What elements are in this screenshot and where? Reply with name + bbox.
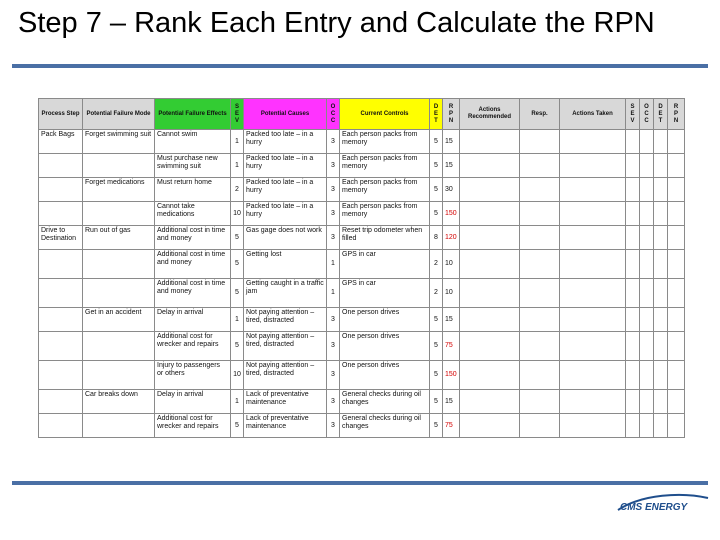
actions-taken-cell [560, 279, 626, 308]
cms-energy-logo [612, 490, 712, 516]
occ-revised-cell [640, 178, 654, 202]
resp-cell [520, 130, 560, 154]
rpn-cell: 120 [443, 226, 460, 250]
det-cell: 5 [430, 154, 443, 178]
rpn-revised-cell [668, 390, 685, 414]
table-row [39, 226, 685, 250]
slide-title: Step 7 – Rank Each Entry and Calculate the RPN [18, 7, 655, 39]
rpn-revised-cell [668, 332, 685, 361]
table-row [39, 130, 685, 154]
resp-cell [520, 361, 560, 390]
cause-cell: Packed too late – in a hurry [244, 202, 327, 226]
actions-taken-cell [560, 202, 626, 226]
header-causes: Potential Causes [244, 99, 327, 130]
resp-cell [520, 226, 560, 250]
process-step-cell: Pack Bags [39, 130, 83, 154]
resp-cell [520, 178, 560, 202]
table-row [39, 390, 685, 414]
cause-cell: Getting lost [244, 250, 327, 279]
control-cell: GPS in car [340, 250, 430, 279]
control-cell: Each person packs from memory [340, 154, 430, 178]
control-cell: Each person packs from memory [340, 202, 430, 226]
sev-revised-cell [626, 390, 640, 414]
det-cell: 5 [430, 332, 443, 361]
sev-revised-cell [626, 361, 640, 390]
control-cell: One person drives [340, 308, 430, 332]
occ-cell: 3 [327, 361, 340, 390]
det-cell: 2 [430, 279, 443, 308]
sev-cell: 2 [231, 178, 244, 202]
occ-cell: 3 [327, 202, 340, 226]
failure-effect-cell: Additional cost in time and money [155, 226, 231, 250]
sev-cell: 1 [231, 390, 244, 414]
control-cell: One person drives [340, 361, 430, 390]
failure-effect-cell: Cannot swim [155, 130, 231, 154]
sev-revised-cell [626, 332, 640, 361]
failure-mode-cell [83, 414, 155, 438]
failure-effect-cell: Delay in arrival [155, 308, 231, 332]
sev-cell: 10 [231, 202, 244, 226]
actions-recommended-cell [460, 154, 520, 178]
process-step-cell [39, 361, 83, 390]
failure-mode-cell: Run out of gas [83, 226, 155, 250]
rpn-revised-cell [668, 154, 685, 178]
actions-taken-cell [560, 308, 626, 332]
process-step-cell [39, 332, 83, 361]
actions-taken-cell [560, 178, 626, 202]
failure-mode-cell [83, 332, 155, 361]
sev-cell: 1 [231, 308, 244, 332]
sev-revised-cell [626, 308, 640, 332]
process-step-cell [39, 308, 83, 332]
det-revised-cell [654, 414, 668, 438]
failure-mode-cell: Car breaks down [83, 390, 155, 414]
process-step-cell [39, 279, 83, 308]
control-cell: Each person packs from memory [340, 178, 430, 202]
header-det-revised: D E T [654, 99, 668, 130]
occ-cell: 1 [327, 279, 340, 308]
resp-cell [520, 332, 560, 361]
rpn-revised-cell [668, 130, 685, 154]
rpn-revised-cell [668, 202, 685, 226]
occ-revised-cell [640, 279, 654, 308]
det-revised-cell [654, 390, 668, 414]
rpn-cell: 75 [443, 414, 460, 438]
rpn-cell: 30 [443, 178, 460, 202]
actions-recommended-cell [460, 250, 520, 279]
resp-cell [520, 390, 560, 414]
failure-mode-cell: Forget medications [83, 178, 155, 202]
sev-cell: 1 [231, 130, 244, 154]
failure-effect-cell: Cannot take medications [155, 202, 231, 226]
control-cell: Each person packs from memory [340, 130, 430, 154]
failure-mode-cell [83, 154, 155, 178]
sev-revised-cell [626, 130, 640, 154]
header-sev: S E V [231, 99, 244, 130]
sev-revised-cell [626, 279, 640, 308]
det-cell: 5 [430, 390, 443, 414]
actions-recommended-cell [460, 361, 520, 390]
fmea-table [38, 98, 685, 438]
logo-text: CMS ENERGY [620, 502, 688, 513]
occ-revised-cell [640, 361, 654, 390]
occ-cell: 3 [327, 178, 340, 202]
header-sev-revised: S E V [626, 99, 640, 130]
failure-mode-cell [83, 361, 155, 390]
occ-revised-cell [640, 154, 654, 178]
cause-cell: Not paying attention – tired, distracted [244, 361, 327, 390]
det-revised-cell [654, 250, 668, 279]
rpn-revised-cell [668, 308, 685, 332]
occ-revised-cell [640, 390, 654, 414]
occ-cell: 1 [327, 250, 340, 279]
sev-revised-cell [626, 226, 640, 250]
sev-revised-cell [626, 202, 640, 226]
cause-cell: Not paying attention – tired, distracted [244, 308, 327, 332]
rpn-cell: 10 [443, 279, 460, 308]
actions-taken-cell [560, 226, 626, 250]
actions-recommended-cell [460, 390, 520, 414]
det-revised-cell [654, 130, 668, 154]
det-cell: 5 [430, 361, 443, 390]
header-occ: O C C [327, 99, 340, 130]
header-resp: Resp. [520, 99, 560, 130]
header-rpn: R P N [443, 99, 460, 130]
table-row [39, 361, 685, 390]
sev-cell: 1 [231, 154, 244, 178]
failure-effect-cell: Injury to passengers or others [155, 361, 231, 390]
actions-recommended-cell [460, 414, 520, 438]
failure-effect-cell: Additional cost for wrecker and repairs [155, 414, 231, 438]
det-cell: 5 [430, 178, 443, 202]
actions-recommended-cell [460, 279, 520, 308]
process-step-cell [39, 390, 83, 414]
header-actions-taken: Actions Taken [560, 99, 626, 130]
occ-cell: 3 [327, 226, 340, 250]
sev-revised-cell [626, 250, 640, 279]
table-row [39, 202, 685, 226]
rpn-cell: 15 [443, 130, 460, 154]
det-revised-cell [654, 361, 668, 390]
actions-recommended-cell [460, 178, 520, 202]
cause-cell: Packed too late – in a hurry [244, 178, 327, 202]
control-cell: One person drives [340, 332, 430, 361]
cause-cell: Lack of preventative maintenance [244, 390, 327, 414]
process-step-cell [39, 414, 83, 438]
failure-effect-cell: Must purchase new swimming suit [155, 154, 231, 178]
process-step-cell [39, 250, 83, 279]
det-cell: 2 [430, 250, 443, 279]
actions-recommended-cell [460, 308, 520, 332]
table-row [39, 332, 685, 361]
table-row [39, 250, 685, 279]
actions-taken-cell [560, 130, 626, 154]
cause-cell: Getting caught in a traffic jam [244, 279, 327, 308]
det-revised-cell [654, 202, 668, 226]
process-step-cell [39, 202, 83, 226]
table-row [39, 154, 685, 178]
header-det: D E T [430, 99, 443, 130]
det-cell: 5 [430, 308, 443, 332]
resp-cell [520, 202, 560, 226]
table-row [39, 414, 685, 438]
failure-effect-cell: Additional cost in time and money [155, 279, 231, 308]
actions-taken-cell [560, 332, 626, 361]
sev-cell: 10 [231, 361, 244, 390]
top-divider [12, 64, 708, 68]
table-row [39, 279, 685, 308]
header-failure-mode: Potential Failure Mode [83, 99, 155, 130]
control-cell: General checks during oil changes [340, 414, 430, 438]
sev-revised-cell [626, 414, 640, 438]
rpn-cell: 150 [443, 361, 460, 390]
rpn-cell: 10 [443, 250, 460, 279]
process-step-cell: Drive to Destination [39, 226, 83, 250]
control-cell: General checks during oil changes [340, 390, 430, 414]
occ-revised-cell [640, 250, 654, 279]
det-revised-cell [654, 308, 668, 332]
cause-cell: Not paying attention – tired, distracted [244, 332, 327, 361]
occ-revised-cell [640, 130, 654, 154]
sev-cell: 5 [231, 279, 244, 308]
det-revised-cell [654, 332, 668, 361]
actions-taken-cell [560, 390, 626, 414]
failure-mode-cell: Forget swimming suit [83, 130, 155, 154]
rpn-revised-cell [668, 250, 685, 279]
occ-revised-cell [640, 414, 654, 438]
occ-revised-cell [640, 332, 654, 361]
header-controls: Current Controls [340, 99, 430, 130]
rpn-revised-cell [668, 226, 685, 250]
det-cell: 5 [430, 130, 443, 154]
actions-recommended-cell [460, 130, 520, 154]
occ-revised-cell [640, 308, 654, 332]
cause-cell: Packed too late – in a hurry [244, 130, 327, 154]
actions-taken-cell [560, 361, 626, 390]
rpn-revised-cell [668, 414, 685, 438]
actions-taken-cell [560, 154, 626, 178]
header-rpn-revised: R P N [668, 99, 685, 130]
rpn-cell: 75 [443, 332, 460, 361]
det-revised-cell [654, 226, 668, 250]
sev-cell: 5 [231, 414, 244, 438]
actions-taken-cell [560, 414, 626, 438]
resp-cell [520, 250, 560, 279]
rpn-cell: 15 [443, 154, 460, 178]
header-row [39, 99, 685, 130]
failure-mode-cell [83, 250, 155, 279]
det-cell: 5 [430, 202, 443, 226]
failure-mode-cell [83, 202, 155, 226]
det-revised-cell [654, 279, 668, 308]
cause-cell: Lack of preventative maintenance [244, 414, 327, 438]
resp-cell [520, 414, 560, 438]
det-cell: 5 [430, 414, 443, 438]
process-step-cell [39, 178, 83, 202]
occ-cell: 3 [327, 390, 340, 414]
table-row [39, 178, 685, 202]
header-process-step: Process Step [39, 99, 83, 130]
resp-cell [520, 154, 560, 178]
rpn-cell: 150 [443, 202, 460, 226]
header-failure-effects: Potential Failure Effects [155, 99, 231, 130]
fmea-table-body [39, 130, 685, 438]
sev-revised-cell [626, 178, 640, 202]
rpn-revised-cell [668, 361, 685, 390]
cause-cell: Packed too late – in a hurry [244, 154, 327, 178]
sev-cell: 5 [231, 332, 244, 361]
failure-effect-cell: Delay in arrival [155, 390, 231, 414]
actions-recommended-cell [460, 202, 520, 226]
rpn-revised-cell [668, 178, 685, 202]
failure-mode-cell [83, 279, 155, 308]
rpn-cell: 15 [443, 390, 460, 414]
occ-cell: 3 [327, 130, 340, 154]
actions-recommended-cell [460, 226, 520, 250]
failure-mode-cell: Get in an accident [83, 308, 155, 332]
resp-cell [520, 279, 560, 308]
failure-effect-cell: Must return home [155, 178, 231, 202]
process-step-cell [39, 154, 83, 178]
failure-effect-cell: Additional cost for wrecker and repairs [155, 332, 231, 361]
sev-cell: 5 [231, 250, 244, 279]
occ-revised-cell [640, 202, 654, 226]
occ-cell: 3 [327, 308, 340, 332]
occ-cell: 3 [327, 414, 340, 438]
occ-cell: 3 [327, 332, 340, 361]
det-revised-cell [654, 154, 668, 178]
control-cell: GPS in car [340, 279, 430, 308]
bottom-divider [12, 481, 708, 485]
table-row [39, 308, 685, 332]
fmea-table-container [38, 98, 684, 438]
rpn-revised-cell [668, 279, 685, 308]
occ-cell: 3 [327, 154, 340, 178]
det-revised-cell [654, 178, 668, 202]
occ-revised-cell [640, 226, 654, 250]
actions-recommended-cell [460, 332, 520, 361]
control-cell: Reset trip odometer when filled [340, 226, 430, 250]
sev-revised-cell [626, 154, 640, 178]
resp-cell [520, 308, 560, 332]
sev-cell: 5 [231, 226, 244, 250]
rpn-cell: 15 [443, 308, 460, 332]
header-occ-revised: O C C [640, 99, 654, 130]
failure-effect-cell: Additional cost in time and money [155, 250, 231, 279]
header-actions-recommended: Actions Recommended [460, 99, 520, 130]
cause-cell: Gas gage does not work [244, 226, 327, 250]
det-cell: 8 [430, 226, 443, 250]
actions-taken-cell [560, 250, 626, 279]
